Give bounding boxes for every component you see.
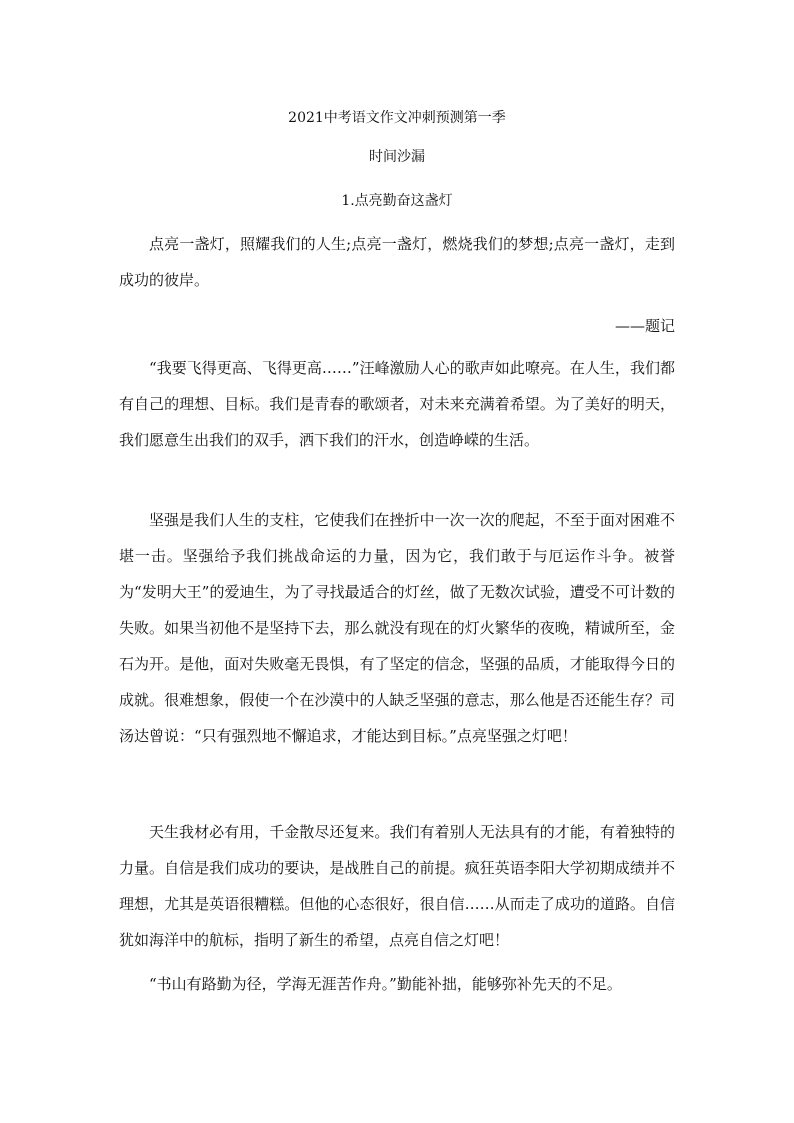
- epigraph: [119, 226, 675, 298]
- paragraph: [119, 814, 675, 958]
- paragraph-text: 天生我材必有用，千金散尽还复来。我们有着别人无法具有的才能，有着独特的力量。自信是我们成功的要诀，是战胜自己的前提。疯狂英语李阳大学初期成绩并不理想，尤其是英语很糟糕。但他的心态很好，很自信……从而走了成功的道路。自信犹如海洋中的航标，指明了新生的希望，点亮自信之灯吧！: [119, 823, 675, 949]
- paragraph: [119, 966, 675, 1002]
- paragraph: [119, 350, 675, 458]
- document-title: 2021中考语文作文冲刺预测第一季: [288, 110, 506, 126]
- paragraph-text: “我要飞得更高、飞得更高……”汪峰激励人心的歌声如此嘹亮。在人生，我们都有自己的理想、目标。我们是青春的歌颂者，对未来充满着希望。为了美好的明天，我们愿意生出我们的双手，洒下我们的汗水，创造峥嵘的生活。: [119, 359, 675, 449]
- paragraph-text: 坚强是我们人生的支柱，它使我们在挫折中一次一次的爬起，不至于面对困难不堪一击。坚强给予我们挑战命运的力量，因为它，我们敢于与厄运作斗争。被誉为“发明大王”的爱迪生，为了寻找最适合的灯丝，做了无数次试验，遭受不可计数的失败。如果当初他不是坚持下去，那么就没有现在的灯火繁华的夜晚，精诚所至，金石为开。是他，面对失败毫无畏惧，有了坚定的信念，坚强的品质，才能取得今日的成就。很难想象，假使一个在沙漠中的人缺乏坚强的意志，那么他是否还能生存？司汤达曾说：“只有强烈地不懈追求，才能达到目标。”点亮坚强之灯吧！: [119, 511, 675, 745]
- paragraph: [119, 502, 675, 754]
- epigraph-text: 点亮一盏灯，照耀我们的人生;点亮一盏灯，燃烧我们的梦想;点亮一盏灯，走到成功的彼岸。: [119, 235, 675, 289]
- epigraph-signature: ——题记: [614, 317, 675, 335]
- document-subtitle: 时间沙漏: [369, 149, 425, 165]
- section-heading: 1.点亮勤奋这盏灯: [341, 193, 453, 209]
- paragraph-text: “书山有路勤为径，学海无涯苦作舟。”勤能补拙，能够弥补先天的不足。: [149, 975, 622, 993]
